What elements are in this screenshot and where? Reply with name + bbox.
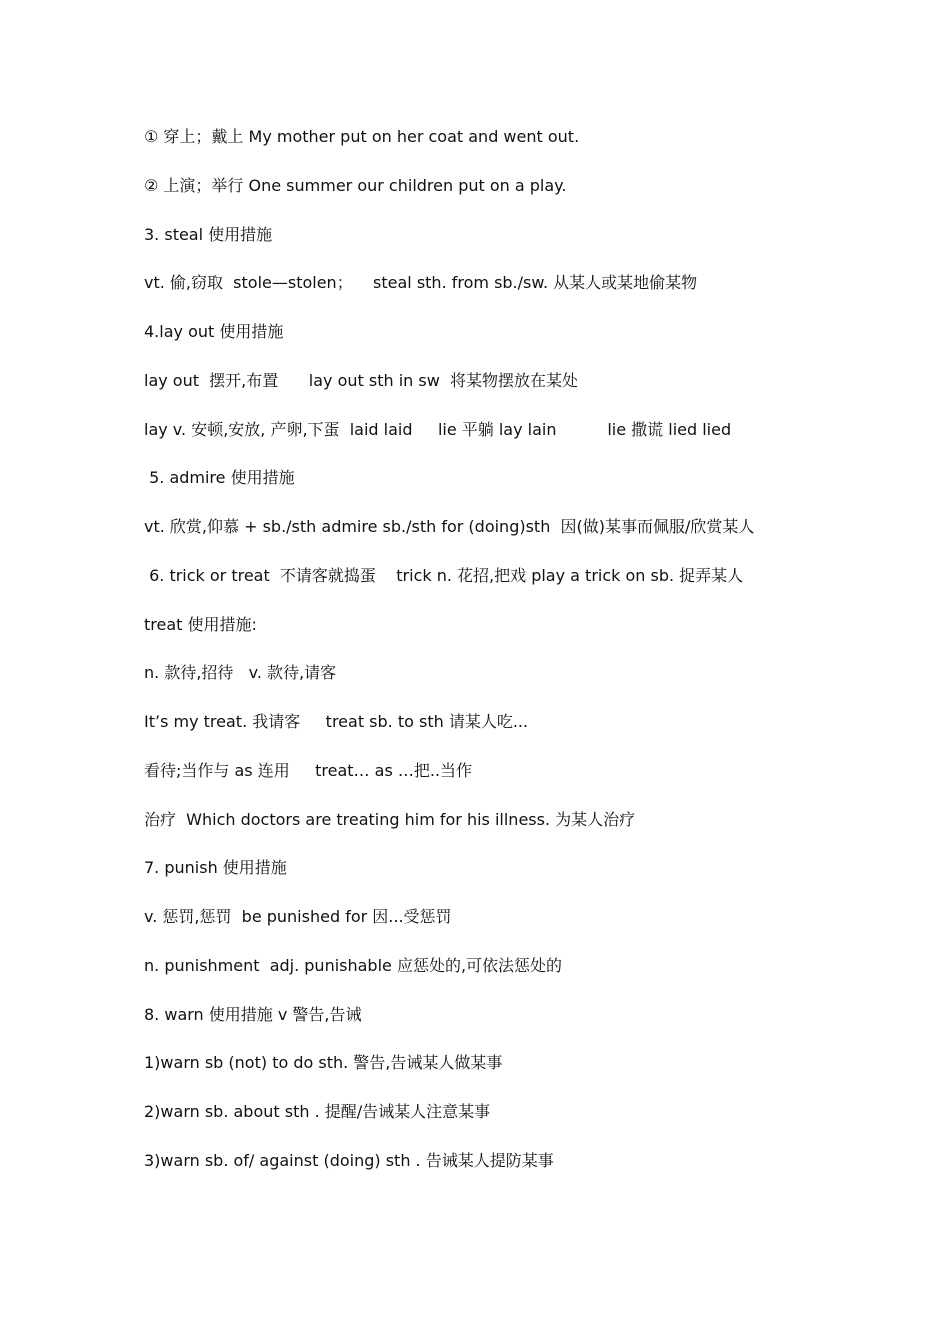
text-line: 2)warn sb. about sth . 提醒/告诫某人注意某事 [144,1102,491,1121]
text-line: v. 惩罚,惩罚 be punished for 因...受惩罚 [144,907,452,926]
section-heading: 8. warn 使用措施 v 警告,告诫 [144,1004,362,1024]
text-line: vt. 欣赏,仰慕 + sb./sth admire sb./sth for (doing)sth 因(做)某事而佩服/欣赏某人 [144,517,755,536]
section-heading: 4.lay out 使用措施 [144,322,284,341]
text-line: n. 款待,招待 v. 款待,请客 [144,663,337,683]
section-heading: 3. steal 使用措施 [144,224,273,244]
text-line: n. punishment adj. punishable 应惩处的,可依法惩处的 [144,955,563,975]
text-line: 看待;当作与 as 连用 treat… as …把..当作 [144,760,473,780]
document-body [144,124,904,1197]
text-line: ② 上演；举行 One summer our children put on a play. [144,175,567,195]
text-line: treat 使用措施: [144,614,257,634]
text-line: 治疗 Which doctors are treating him for his illness. 为某人治疗 [144,809,636,829]
text-line: 1)warn sb (not) to do sth. 警告,告诫某人做某事 [144,1053,503,1073]
section-heading: 7. punish 使用措施 [144,858,287,878]
section-heading: 5. admire 使用措施 [144,468,295,488]
text-line: vt. 偷,窃取 stole—stolen； steal sth. from sb./sw. 从某人或某地偷某物 [144,273,698,293]
text-line: lay out 摆开,布置 lay out sth in sw 将某物摆放在某处 [144,370,578,390]
text-line: lay v. 安顿,安放, 产卵,下蛋 laid laid lie 平躺 lay lain lie 撒谎 lied lied [144,419,732,439]
text-line: ① 穿上；戴上 My mother put on her coat and went out. [144,127,580,146]
section-heading: 6. trick or treat 不请客就捣蛋 trick n. 花招,把戏 play a trick on sb. 捉弄某人 [144,565,744,585]
text-line: 3)warn sb. of/ against (doing) sth . 告诫某人提防某事 [144,1150,554,1170]
text-line: It’s my treat. 我请客 treat sb. to sth 请某人吃... [144,712,529,731]
